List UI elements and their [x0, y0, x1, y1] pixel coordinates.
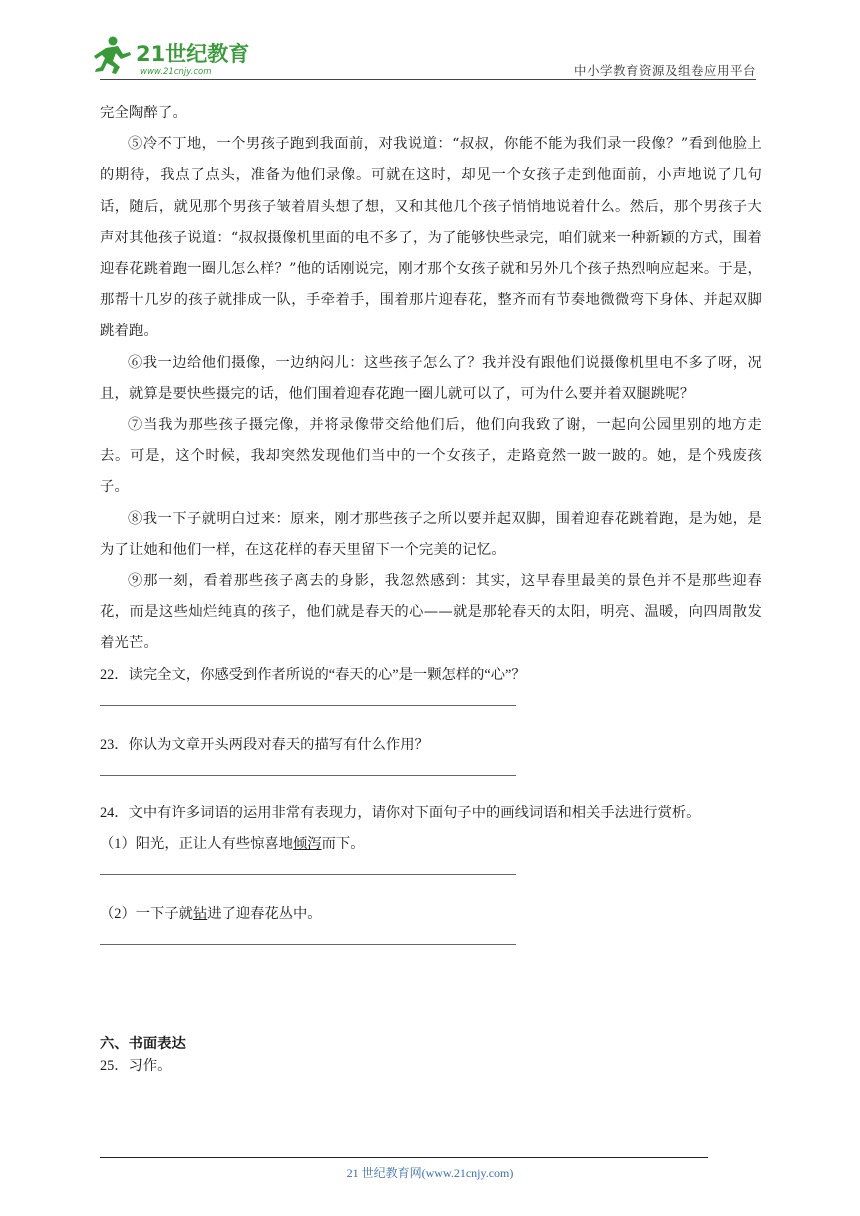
- question-24-1: [100, 829, 762, 860]
- q24-1-before: （1）阳光，正让人有些惊喜地: [100, 835, 294, 852]
- q24-2-before: （2）一下子就: [100, 905, 193, 922]
- question-22: 22．读完全文，你感受到作者所说的“春天的心”是一颗怎样的“心”？: [100, 666, 526, 683]
- platform-name: 中小学教育资源及组卷应用平台: [573, 63, 756, 78]
- question-23: 23．你认为文章开头两段对春天的描写有什么作用？: [100, 736, 429, 753]
- question-25: 25．习作。: [100, 1057, 172, 1074]
- question-24-2: [100, 899, 762, 930]
- paragraph-5: ⑤冷不丁地，一个男孩子跑到我面前，对我说道：“叔叔，你能不能为我们录一段像？”看到他脸上的期待，我点了点头，准备为他们录像。可就在这时，却见一个女孩子走到他面前，小声地说了几句话，随后，就见那个男孩子皱着眉头想了想，又和其他几个孩子悄悄地说着什么。然后，那个男孩子大声对其他孩子说道：“叔叔摄像机里面的电不多了，为了能够快些录完，咱们就来一种新颖的方式，围着迎春花跳着跑一圈儿怎么样？”他的话刚说完，刚才那个女孩子就和另外几个孩子热烈响应起来。于是，那帮十几岁的孩子就排成一队，手牵着手，围着那片迎春花，整齐而有节奏地微微弯下身体、并起双脚跳着跑。: [100, 136, 762, 340]
- question-24: 24．文中有许多词语的运用非常有表现力，请你对下面句子中的画线词语和相关手法进行赏析。: [100, 804, 701, 821]
- q24-2-after: 进了迎春花丛中。: [207, 905, 322, 922]
- document-body: [100, 98, 762, 1079]
- site-logo: [92, 34, 262, 78]
- q24-2-underlined-word: 钻: [192, 905, 208, 922]
- page-header: [0, 0, 860, 80]
- q24-1-after: 而下。: [321, 835, 365, 852]
- spacer: [100, 969, 762, 1033]
- reading-passage: [100, 98, 762, 660]
- logo-url: www.21cnjy.com: [140, 67, 212, 77]
- paragraph-intro: 完全陶醉了。: [100, 105, 187, 121]
- paragraph-8: ⑧我一下子就明白过来：原来，刚才那些孩子之所以要并起双脚，围着迎春花跳着跑，是为她，是为了让她和他们一样，在这花样的春天里留下一个完美的记忆。: [100, 510, 762, 558]
- footer-divider: [100, 1157, 708, 1158]
- logo-text: 21世纪教育: [136, 42, 250, 66]
- header-divider: [100, 79, 756, 80]
- answer-line-24-2[interactable]: [100, 934, 516, 945]
- answer-line-23[interactable]: [100, 765, 516, 776]
- paragraph-9: ⑨那一刻，看着那些孩子离去的身影，我忽然感到：其实，这早春里最美的景色并不是那些迎春花，而是这些灿烂纯真的孩子，他们就是春天的心——就是那轮春天的太阳，明亮、温暖，向四周散发着光芒。: [100, 573, 762, 652]
- footer-text: 21 世纪教育网(www.21cnjy.com): [346, 1166, 514, 1180]
- paragraph-6: ⑥我一边给他们摄像，一边纳闷儿：这些孩子怎么了？我并没有跟他们说摄像机里电不多了呀，况且，就算是要快些摄完的话，他们围着迎春花跑一圈儿就可以了，可为什么要并着双腿跳呢？: [100, 354, 762, 402]
- paragraph-7: ⑦当我为那些孩子摄完像，并将录像带交给他们后，他们向我致了谢，一起向公园里别的地方走去。可是，这个时候，我却突然发现他们当中的一个女孩子，走路竟然一跛一跛的。她，是个残废孩子。: [100, 417, 762, 496]
- q24-1-underlined-word: 倾泻: [293, 835, 322, 852]
- section-title: 六、书面表达: [100, 1035, 186, 1052]
- answer-line-24-1[interactable]: [100, 864, 516, 875]
- answer-line-22[interactable]: [100, 695, 516, 706]
